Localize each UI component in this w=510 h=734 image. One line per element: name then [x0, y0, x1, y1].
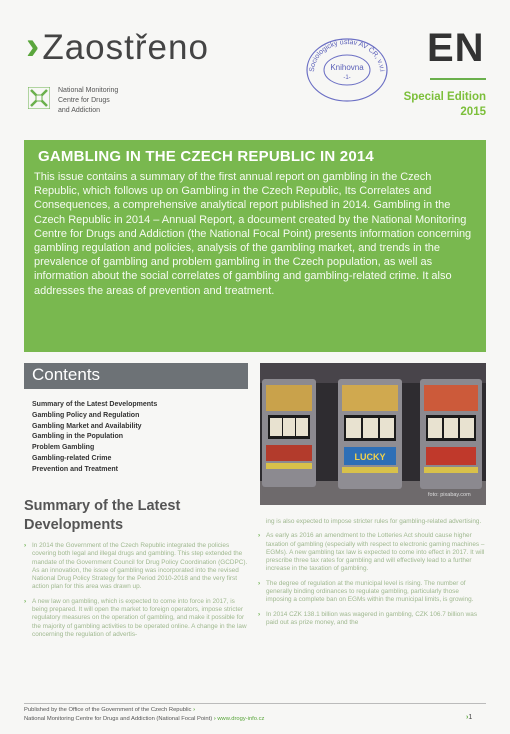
- slot-machine-icon: [262, 379, 316, 487]
- masthead-text: Zaostřeno: [42, 28, 209, 67]
- machine-label: LUCKY: [354, 452, 386, 462]
- toc-item[interactable]: Prevention and Treatment: [32, 465, 118, 473]
- toc-item[interactable]: Gambling-related Crime: [32, 454, 112, 462]
- intro-title: GAMBLING IN THE CZECH REPUBLIC IN 2014: [38, 148, 374, 165]
- page-number: [466, 714, 472, 721]
- stamp-center-text: Knihovna: [330, 63, 364, 72]
- bullet-text: In 2014 the Government of the Czech Republic integrated the policies covering both legal and illegal drugs and gambling. This step extended the mandate of the Government Council for Drug Policy Coordination (GCDPC). As an innovation, the issue of gambling was incorporated into the revised National Drug Policy Strategy for the Period 2010-2018 and the very first action plan for this area was drawn up.: [32, 542, 248, 591]
- bullet-text: ing is also expected to impose stricter rules for gambling-related advertising.: [266, 518, 482, 525]
- stamp-number: -1-: [343, 75, 351, 81]
- chevron-right-icon: ›: [193, 707, 196, 713]
- slot-machines-photo: [260, 363, 486, 505]
- chevron-right-icon: ›: [466, 714, 469, 721]
- stamp-ring-text: Sociologický ústav AV ČR, v.v.i: [308, 38, 386, 73]
- chevron-right-icon: ›: [213, 716, 216, 722]
- summary-column-left: [24, 542, 250, 645]
- chevron-right-icon: ›: [24, 542, 27, 549]
- summary-bullet: [258, 532, 486, 573]
- website-link[interactable]: www.drogy-info.cz: [217, 716, 265, 722]
- intro-text: This issue contains a summary of the first annual report on gambling in the Czech Republic, which follows up on Gambling in the Czech Republic, Its Correlates and Consequences, a comprehensive analytical report published in 2014. Gambling in the Czech Republic in 2014 – Annual Report, a document created by the National Monitoring Centre for Drugs and Addiction (the National Focal Point) presents information concerning gambling regulation and policies, analysis of the gambling market, and trends in the prevalence of gambling and problem gambling in the Czech population, as well as information about the social correlates of gambling and gambling-related crime. It also addresses the areas of prevention and treatment.: [34, 171, 472, 297]
- org-line: National Monitoring: [58, 87, 119, 94]
- special-edition-label: [398, 90, 486, 120]
- summary-column-right: [258, 518, 486, 633]
- summary-heading-line: Summary of the Latest: [24, 498, 181, 514]
- chevron-right-icon: ›: [258, 610, 261, 618]
- toc-item[interactable]: Gambling Policy and Regulation: [32, 411, 140, 419]
- footer-divider: [24, 703, 486, 704]
- slot-machine-icon: [338, 379, 402, 489]
- page-number-value: 1: [468, 714, 473, 721]
- bullet-text: The degree of regulation at the municipal level is rising. The number of generally binding ordinances to regulate gambling, particularly those imposing a complete ban on EGMs within the municipal limits, is growing.: [266, 579, 474, 604]
- summary-heading-line: Developments: [24, 517, 124, 533]
- toc-item[interactable]: Problem Gambling: [32, 444, 95, 452]
- nmcda-logo-icon: [28, 87, 50, 109]
- language-code: EN: [427, 26, 485, 70]
- chevron-right-icon: ›: [258, 579, 261, 587]
- org-footer-text: National Monitoring Centre for Drugs and Addiction (National Focal Point): [24, 716, 213, 722]
- org-line: Centre for Drugs: [58, 97, 110, 104]
- organization-name: [58, 86, 118, 116]
- summary-bullet: [258, 611, 486, 628]
- bullet-text: A new law on gambling, which is expected to come into force in 2017, is being prepared. It will open the market to foreign operators, impose stricter regulatory measures on the operation of gambling, and make it possible for the majority of gambling activities to be operated online. A change in the law concerning the regulation of advertis-: [32, 597, 247, 638]
- slot-machines-illustration: [260, 363, 486, 505]
- summary-heading: [24, 497, 180, 535]
- chevron-right-icon: ›: [24, 597, 27, 605]
- library-stamp: [304, 34, 390, 102]
- bullet-text: As early as 2016 an amendment to the Lotteries Act should cause higher taxation of gambling (especially with respect to electronic gaming machines – EGMs). A new gambling tax law is expected to come into effect in 2017. It will prescribe three tax rates for gambling and will effectively lead to a further increase in the taxation of gambling.: [266, 532, 485, 573]
- summary-bullet: [258, 580, 486, 605]
- summary-bullet: [24, 598, 250, 639]
- toc-item[interactable]: Summary of the Latest Developments: [32, 401, 158, 408]
- slot-machine-icon: [420, 379, 482, 489]
- masthead-title: [26, 24, 209, 69]
- toc-item[interactable]: Gambling in the Population: [32, 433, 123, 441]
- org-line: and Addiction: [58, 107, 101, 114]
- bullet-text: In 2014 CZK 138.1 billion was wagered in gambling, CZK 106.7 billion was paid out as prize money, and the: [266, 610, 478, 626]
- divider: [430, 78, 486, 80]
- publisher-text: Published by the Office of the Government of the Czech Republic: [24, 707, 192, 713]
- chevron-right-icon: ›: [258, 532, 261, 540]
- summary-bullet: [24, 542, 250, 592]
- photo-caption: foto: pixabay.com: [428, 492, 471, 498]
- toc-item[interactable]: Gambling Market and Availability: [32, 422, 142, 430]
- contents-title: Contents: [32, 365, 101, 384]
- special-edition-text: Special Edition: [403, 91, 486, 103]
- edition-year: 2015: [460, 106, 486, 118]
- table-of-contents: [32, 400, 157, 476]
- continued-text: [258, 518, 486, 526]
- chevron-right-icon: ›: [26, 24, 41, 68]
- footer: [24, 706, 264, 724]
